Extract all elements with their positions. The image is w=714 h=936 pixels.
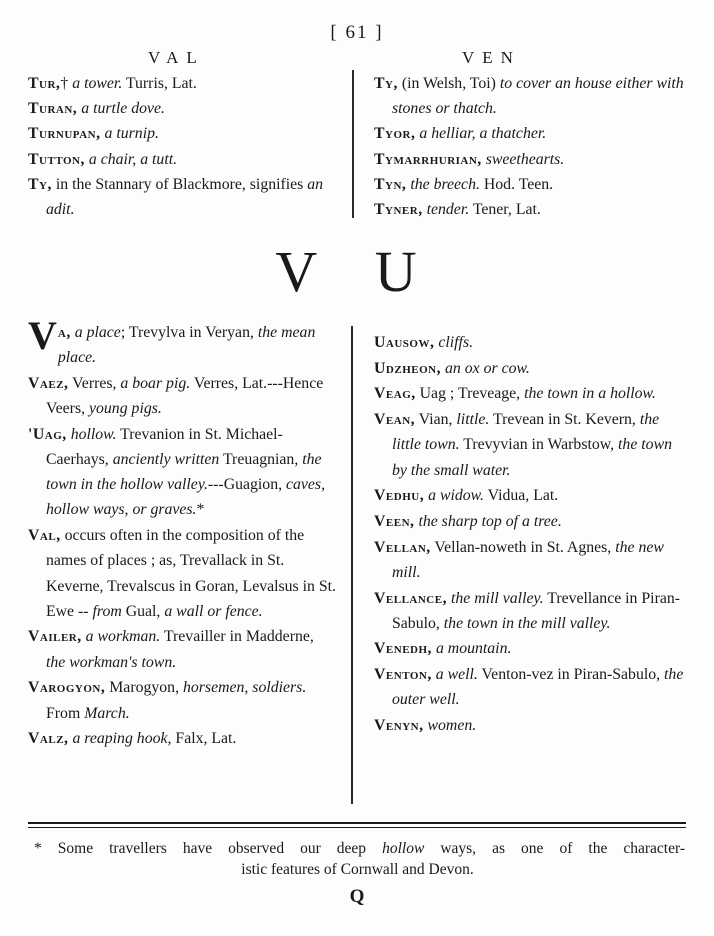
entry-venyn: [374, 713, 684, 738]
footnote-line-1: [30, 838, 685, 859]
entry-turnupan: [28, 121, 334, 146]
entry-uausow: [374, 330, 684, 355]
entry-veen: [374, 509, 684, 534]
footnote-emphasis: hollow: [382, 840, 425, 857]
definition: a wall or fence.: [164, 602, 263, 620]
entry-text: Gual,: [121, 602, 165, 620]
column-divider-top: [352, 70, 354, 218]
entry-vailer: [28, 624, 336, 674]
entry-text: Venton-vez in Piran-Sabulo,: [477, 666, 665, 684]
headword: Vellance,: [374, 589, 448, 607]
headword: Udzheon,: [374, 359, 442, 377]
definition: the outer well.: [392, 666, 684, 709]
footnote-text: Some travellers have observed our deep: [41, 840, 383, 857]
entry-val: [28, 523, 336, 624]
footnote-rule-thin: [28, 827, 686, 828]
footnote-marker: *: [34, 840, 42, 857]
entry-valz: [28, 726, 336, 751]
entry-tymarrhurian: [374, 147, 688, 172]
headword: Valz,: [28, 730, 69, 748]
definition: a reaping hook,: [72, 730, 172, 748]
entry-ty-welsh: [374, 71, 688, 121]
footnote: [30, 838, 685, 880]
entry-text: Trevean in St. Kevern,: [489, 411, 640, 429]
footnote-marker: *: [196, 501, 205, 519]
entry-text: (in Welsh, Toi): [397, 75, 500, 92]
definition: the town in a hollow.: [524, 385, 656, 403]
headword: Tyor,: [374, 125, 416, 143]
definition: an adit.: [46, 175, 324, 219]
entry-uag: [28, 422, 336, 523]
headword: Venedh,: [374, 640, 432, 658]
entry-text: in the Stannary of Blackmore, signifies: [51, 175, 308, 193]
headword: Venton,: [374, 666, 432, 684]
definition: the mill valley.: [451, 589, 544, 607]
entry-text: Turris, Lat.: [122, 75, 197, 92]
entry-ty-stannary: [28, 172, 334, 222]
footnote-text: ways, as one of the character-: [424, 840, 685, 857]
headword: Venyn,: [374, 717, 424, 735]
entry-text: Vian,: [415, 411, 457, 429]
headword: Vean,: [374, 411, 416, 429]
definition: a tower.: [72, 75, 123, 92]
entry-text: Trevanion in St. Michael-Caerhays,: [46, 425, 283, 469]
definition: the mean place.: [57, 324, 316, 367]
definition: an ox or cow.: [444, 359, 530, 377]
headword: Vaez,: [28, 374, 69, 392]
column-divider-main: [351, 326, 353, 804]
definition: a turtle dove.: [81, 100, 166, 118]
headword: Tyn,: [374, 175, 407, 193]
definition: a widow.: [428, 487, 484, 505]
entry-text: Treuagnian,: [219, 451, 303, 469]
entry-veag: [374, 381, 684, 406]
definition: young pigs.: [89, 400, 162, 418]
entry-varogyon: [28, 675, 336, 725]
definition: March.: [84, 704, 130, 722]
entry-vaez: [28, 371, 336, 421]
running-head-right: VEN: [462, 48, 521, 67]
definition: horsemen, soldiers.: [182, 679, 307, 697]
headword: Tur,: [28, 75, 61, 92]
definition: a mountain.: [435, 640, 512, 658]
definition: a well.: [435, 666, 478, 684]
definition: anciently written: [112, 451, 220, 469]
definition: the sharp top of a tree.: [418, 512, 562, 530]
headword: Ty,: [374, 75, 398, 92]
column-top-right: [374, 71, 688, 222]
definition: little.: [456, 411, 490, 429]
entry-vellance: [374, 586, 684, 636]
headword: Turan,: [28, 100, 78, 118]
entry-text: Marogyon,: [105, 679, 183, 697]
entry-turan: [28, 96, 334, 121]
headword: Varogyon,: [28, 679, 106, 697]
definition: from: [92, 602, 122, 620]
definition: the town by the small water.: [392, 436, 673, 479]
column-top-left: [28, 71, 334, 222]
definition: a chair, a tutt.: [88, 150, 178, 168]
headword: Tymarrhurian,: [374, 150, 482, 168]
entry-text: From: [46, 704, 85, 722]
page-number: [ 61 ]: [330, 22, 384, 43]
definition: women.: [427, 717, 477, 735]
definition: the town in the mill valley.: [443, 614, 611, 632]
dagger-mark: †: [60, 75, 69, 92]
drop-cap: V: [28, 313, 57, 358]
definition: hollow.: [70, 425, 117, 443]
entry-text: Verres,: [68, 374, 121, 392]
headword: Vellan,: [374, 538, 431, 556]
entry-vellan: [374, 535, 684, 585]
entry-text: Trevyvian in Warbstow,: [459, 436, 619, 454]
headword: Veen,: [374, 512, 415, 530]
footnote-line-2: istic features of Cornwall and Devon.: [241, 861, 474, 878]
entry-vean: [374, 407, 684, 483]
entry-text: Verres, Lat.---Hence Veers,: [46, 374, 324, 418]
entry-tur: [28, 71, 334, 96]
entry-venedh: [374, 636, 684, 661]
definition: sweethearts.: [485, 150, 565, 168]
column-main-right: [374, 330, 684, 739]
entry-text: ; Trevylva in Veryan,: [120, 324, 258, 341]
entry-text: Trevailler in Madderne,: [160, 628, 314, 646]
definition: a place: [74, 324, 121, 341]
definition: a helliar, a thatcher.: [419, 125, 547, 143]
entry-tyner: [374, 197, 688, 222]
entry-text: occurs often in the composition of the names of places ; as, Trevallack in St. Keverne, Trevalscus in Goran, Levalsus in St. Ewe --: [46, 527, 337, 620]
headword: Vailer,: [28, 628, 82, 646]
definition: to cover an house either with stones or thatch.: [392, 75, 684, 118]
definition: a boar pig.: [120, 374, 191, 392]
entry-tutton: [28, 147, 334, 172]
headword: 'Uag,: [28, 425, 67, 443]
entry-tyor: [374, 121, 688, 146]
headword: Turnupan,: [28, 125, 101, 143]
entry-va: [28, 313, 336, 370]
headword: Ty,: [28, 175, 52, 193]
entry-text: Vellan-noweth in St. Agnes,: [430, 538, 616, 556]
footnote-rule: [28, 822, 686, 824]
definition: the new mill.: [392, 538, 664, 581]
headword: Val,: [28, 527, 61, 545]
entry-udzheon: [374, 356, 684, 381]
headword: Tyner,: [374, 201, 423, 219]
entry-tyn: [374, 172, 688, 197]
headword: a,: [57, 324, 71, 341]
definition: the little town.: [392, 411, 660, 454]
entry-venton: [374, 662, 684, 712]
definition: a workman.: [85, 628, 161, 646]
section-heading: V U: [275, 239, 439, 304]
headword: Uausow,: [374, 334, 435, 351]
definition: tender.: [426, 201, 470, 219]
definition: a turnip.: [104, 125, 159, 143]
definition: cliffs.: [438, 334, 474, 351]
entry-text: Hod. Teen.: [479, 175, 554, 193]
entry-text: Uag ; Treveage,: [415, 385, 525, 403]
definition: the breech.: [410, 175, 480, 193]
headword: Vedhu,: [374, 487, 425, 505]
entry-text: Falx, Lat.: [171, 730, 237, 748]
entry-text: Tener, Lat.: [469, 201, 541, 219]
entry-text: Trevellance in Piran-Sabulo,: [392, 589, 681, 632]
entry-vedhu: [374, 483, 684, 508]
definition: the workman's town.: [46, 653, 177, 671]
definition: caves, hollow ways, or graves.: [46, 476, 326, 519]
definition: the town in the hollow valley.: [46, 451, 322, 494]
running-head-left: VAL: [148, 48, 205, 67]
entry-text: Vidua, Lat.: [483, 487, 559, 505]
signature-mark: Q: [349, 886, 365, 907]
headword: Veag,: [374, 385, 416, 403]
entry-text: ---Guagion,: [207, 476, 286, 494]
column-main-left: [28, 313, 337, 752]
headword: Tutton,: [28, 150, 85, 168]
